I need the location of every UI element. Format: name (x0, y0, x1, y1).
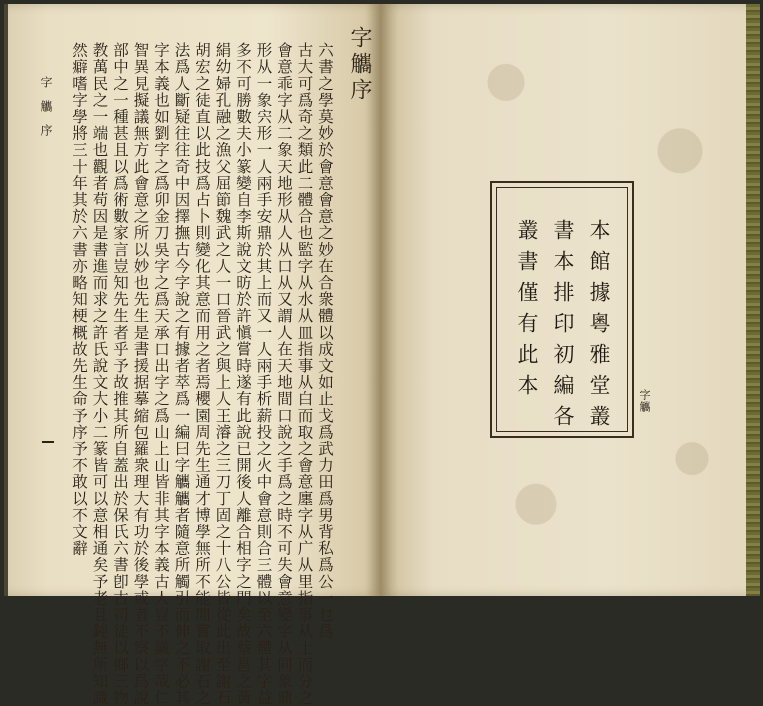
page-edge (4, 4, 8, 596)
running-head: 字觿序 (39, 76, 53, 148)
text-column: 部中之一種甚且以爲術數家言豈知先生者乎予故推其所自蓋出於保氏六書卽古司徒以鄉三物 (111, 42, 129, 706)
text-column: 形从一象宍形一人兩手安鼎於其上而又一人兩手析薪投之火中會意則合三體以至六體其字益 (254, 42, 273, 706)
text-column: 會意乖字从二象天地形从人从口从又謂人在天地間口說之手爲之時不可失會意變字从同象鼎 (275, 42, 293, 706)
text-column: 智異見擬議無方此會意之所以妙也先生是書援据摹縮包羅衆理大有功於後學或者不察以爲說 (131, 42, 150, 706)
book-spread (4, 4, 760, 706)
text-column: 然癖嗜字學將三十年其於六書亦略知梗概故先生命予序予不敢以不文辭 (70, 42, 88, 557)
colophon-line: 叢書僅有此本 (515, 219, 539, 405)
text-column: 字本義也如劉字之爲卯金刀吳字之爲天承口出字之爲山上山皆非其字本義古人豈不識字哉仁 (152, 42, 170, 706)
folio-mark (42, 441, 54, 443)
right-page (380, 4, 760, 596)
text-column: 六書之學莫妙於會意會意之妙在合衆體以成文如止戈爲武力田爲男背私爲公一乜爲 (316, 42, 334, 640)
text-column: 古大可爲奇之類此二體合也監字从水从皿指事从白而取之會意廛字从广从里指事从土而分之 (295, 42, 314, 706)
colophon-box (490, 181, 634, 438)
book-edge (746, 4, 760, 596)
text-column: 胡宏之徒直以此技爲占卜則變化其意而用之者焉櫻園周先生通才博學無所不能閒嘗取謝石之 (193, 42, 211, 706)
text-column: 絹幼婦孔融之漁父屈節魏武之人一口晉武之與上人王濬之三刀丁固之十八公皆從此出至謝石 (213, 42, 232, 706)
text-column: 法爲人斷疑往往奇中因擇撫古今字說之有據者萃爲一編曰字觿觿者隨意所觸引而伸之不必其 (172, 42, 191, 706)
text-column: 多不可勝數夫小篆變自李斯說文昉於許愼嘗時遂有此說已開後人離合相字之門矣故蔡邕之黃 (234, 42, 252, 706)
colophon-line: 本館據粵雅堂叢 (587, 219, 611, 436)
colophon-line: 書本排印初編各 (551, 219, 575, 436)
side-mark: 字觿 (638, 389, 651, 413)
left-page (4, 4, 380, 706)
preface-title: 字觿序 (347, 26, 372, 104)
text-column: 教萬民之一端也觀者苟因是書進而求之許氏說文大小二篆皆可以意相通矣予老且鈍無所知識 (90, 42, 109, 706)
